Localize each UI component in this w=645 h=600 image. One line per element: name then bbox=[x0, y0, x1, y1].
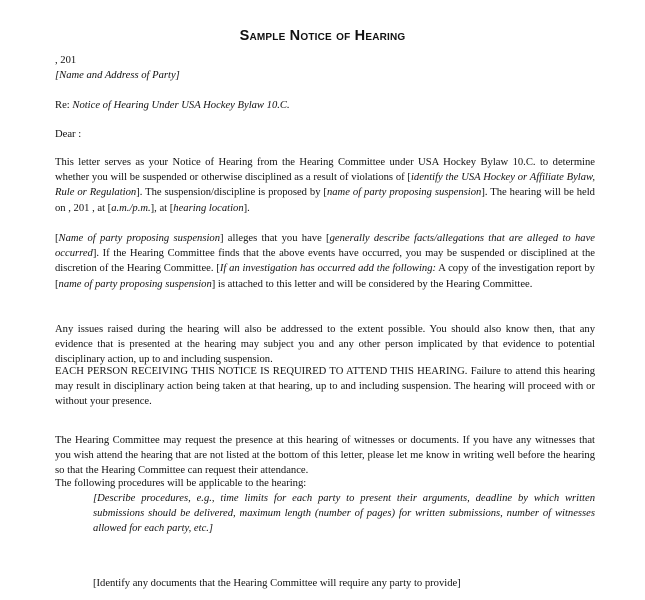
re-line bbox=[55, 98, 595, 113]
salutation: Dear : bbox=[55, 129, 82, 140]
re-subject: Notice of Hearing Under USA Hockey Bylaw 10.C. bbox=[72, 100, 290, 111]
documents-placeholder: [Identify any documents that the Hearing Committee will require any party to provide] bbox=[93, 578, 461, 589]
paragraph-attendance: EACH PERSON RECEIVING THIS NOTICE IS REQUIRED TO ATTEND THIS HEARING. Failure to attend this hearing may result in disciplinary action being taken at that hearing, up to and including suspension. The hearing will proceed with or without your presence. bbox=[55, 366, 595, 408]
addressee-placeholder: [Name and Address of Party] bbox=[55, 70, 180, 81]
paragraph-allegations: [Name of party proposing suspension] alleges that you have [generally describe facts/allegations that are alleged to have occurred]. If the Hearing Committee finds that the above events have occurred, you may be suspended or disciplined at the discretion of the Hearing Committee. [If an investigation has occurred add the following: A copy of the investigation report by [name of party proposing suspension] is attached to this letter and will be considered by the Hearing Committee. bbox=[55, 233, 595, 290]
date-line: , 201 bbox=[55, 55, 77, 66]
paragraph-issues: Any issues raised during the hearing will also be addressed to the extent possible. You should also know then, that any evidence that is presented at the hearing may subject you and any other person implicated by that evidence to potential disciplinary action, up to and including suspension. bbox=[55, 324, 595, 366]
procedures-intro: The following procedures will be applicable to the hearing: bbox=[55, 478, 307, 489]
re-prefix: Re: bbox=[55, 100, 73, 111]
paragraph-witnesses: The Hearing Committee may request the presence at this hearing of witnesses or documents. If you have any witnesses that you wish attend the hearing that are not listed at the bottom of this letter, please let me know in writing well before the hearing so that the Hearing Committee can request their attendance. bbox=[55, 435, 595, 477]
document-title: Sample Notice of Hearing bbox=[239, 28, 406, 44]
procedures-placeholder: [Describe procedures, e.g., time limits for each party to present their arguments, deadline by which written submissions should be delivered, maximum length (number of pages) for written submissions, number of witnesses allowed for each party, etc.] bbox=[93, 493, 595, 535]
paragraph-notice: This letter serves as your Notice of Hearing from the Hearing Committee under USA Hockey Bylaw 10.C. to determine whether you will be suspended or otherwise disciplined as a result of violations of [identify the USA Hockey or Affiliate Bylaw, Rule or Regulation]. The suspension/discipline is proposed by [name of party proposing suspension]. The hearing will be held on , 201 , at [a.m./p.m.], at [hearing location]. bbox=[55, 157, 595, 214]
